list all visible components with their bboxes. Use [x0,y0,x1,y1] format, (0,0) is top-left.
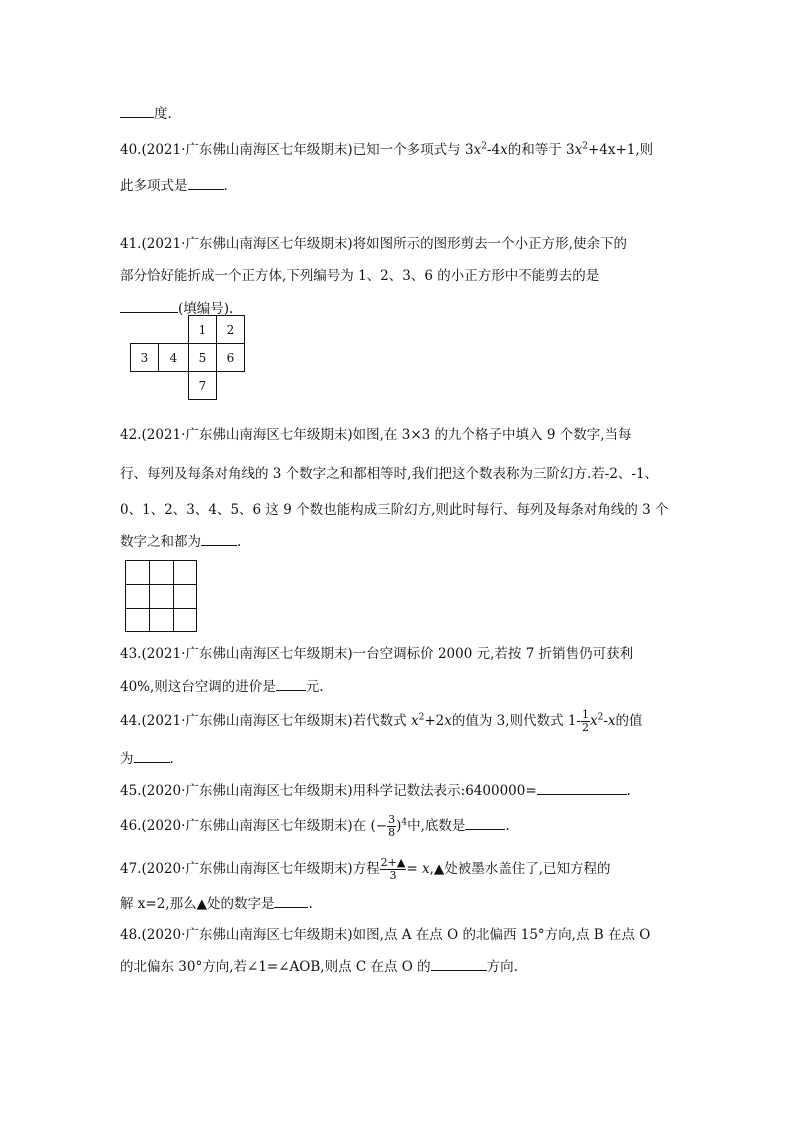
q42-text-1: 如图,在 3×3 的九个格子中填入 9 个数字,当每 [352,427,632,443]
q41-text-2: 部分恰好能折成一个正方体,下列编号为 1、2、3、6 的小正方形中不能剪去的是 [120,268,600,284]
q46-text-a: 在 [352,818,367,834]
q43-text-2b: 元. [305,679,324,695]
q40-source: (2021·广东佛山南海区七年级期末) [141,142,353,158]
q42-line-1 [120,427,632,443]
q48-number: 48. [120,927,142,943]
q43-line-1 [120,646,633,662]
q42-text-2: 行、每列及每条对角线的 3 个数字之和都相等时,我们把这个数表称为三阶幻方.若-2、-1、 [120,466,659,482]
q41-number: 41. [120,236,142,252]
q43-line-2 [120,678,324,695]
q44-line-1 [120,709,643,734]
grid-cell [149,608,174,632]
q41-line-2 [120,268,599,284]
answer-blank[interactable] [465,817,505,830]
q40-line-2 [120,177,228,194]
net-cell-4: 4 [158,343,189,372]
q46-expr: (− $\frac{3}{8}$ )$^4$ [370,813,408,839]
q46-line-1 [120,814,510,839]
q45-text: 用科学记数法表示:6400000= [352,783,537,799]
q44-number: 44. [120,713,142,729]
q46-end: . [505,818,510,834]
q42-end: . [237,534,242,550]
q44-source: (2021·广东佛山南海区七年级期末) [141,713,353,729]
q42-line-3 [120,502,669,518]
net-cell-7: 7 [188,371,217,400]
grid-cell [125,560,150,585]
q40-end: . [223,178,228,194]
q40-line2-text: 此多项式是 [120,178,188,194]
q39-tail-line [120,105,172,122]
q47-text-a: 方程 [352,861,380,877]
grid-cell [173,584,197,609]
grid-cell [125,584,150,609]
q47-number: 47. [120,861,142,877]
q44-text-c: 的值 [615,713,643,729]
q48-line-2 [120,958,518,975]
net-cell-2: 2 [216,315,245,344]
q48-text-1: 如图,点 A 在点 O 的北偏西 15°方向,点 B 在点 O [352,927,651,943]
q44-text-a: 若代数式 [352,713,407,729]
q42-text-4: 数字之和都为 [120,534,201,550]
q46-number: 46. [120,818,142,834]
grid-cell [173,560,197,585]
q40-text-c: ,则 [635,142,654,158]
answer-blank[interactable] [134,750,170,763]
answer-blank[interactable] [537,782,627,795]
q42-source: (2021·广东佛山南海区七年级期末) [141,427,353,443]
q48-line-1 [120,927,650,943]
q44-expr-1: $x^2+2x$ [410,712,452,729]
net-cell-6: 6 [216,343,245,372]
q41-text-1: 将如图所示的图形剪去一个小正方形,使余下的 [352,236,627,252]
q45-end: . [626,783,631,799]
q47-text-2a: 解 x=2,那么▲处的数字是 [120,896,275,912]
q42-line-2 [120,466,658,482]
q44-expr-2: $x^2-x$ [589,712,616,729]
grid-cell [125,608,150,632]
q47-line-2 [120,895,313,912]
net-cell-3: 3 [130,343,159,372]
net-cell-5: 5 [188,343,217,372]
answer-blank[interactable] [431,958,487,971]
q46-source: (2020·广东佛山南海区七年级期末) [141,818,353,834]
q42-line-4 [120,533,241,550]
answer-blank[interactable] [274,895,308,908]
net-cell-1: 1 [188,315,217,344]
q47-fraction: $\frac{2+▲}{3}$ [380,856,406,882]
answer-blank[interactable] [201,533,237,546]
q44-line2-text: 为 [120,751,134,767]
q44-line-2 [120,750,174,767]
q47-line-1 [120,857,611,882]
q46-text-b: 中,底数是 [407,818,466,834]
q44-fraction: $\frac{1}{2}$ [581,708,589,734]
q48-text-2a: 的北偏东 30°方向,若∠1=∠AOB,则点 C 在点 O 的 [120,959,431,975]
answer-blank[interactable] [120,300,178,313]
q43-text-2a: 40%,则这台空调的进价是 [120,679,276,695]
answer-blank[interactable] [188,177,224,190]
q43-number: 43. [120,646,142,662]
q48-source: (2020·广东佛山南海区七年级期末) [141,927,353,943]
q47-end: . [308,896,313,912]
q41-source: (2021·广东佛山南海区七年级期末) [141,236,353,252]
q40-text-a: 已知一个多项式与 [352,142,461,158]
q45-line-1 [120,782,631,799]
q40-line-1 [120,142,653,158]
q45-source: (2020·广东佛山南海区七年级期末) [141,783,353,799]
q39-tail: 度. [154,106,172,122]
q40-expr-2: $3x^2+4x+1$ [566,141,636,158]
q42-number: 42. [120,427,142,443]
answer-blank[interactable] [120,105,154,118]
q45-number: 45. [120,783,142,799]
q48-text-2b: 方向. [486,959,518,975]
q41-line-1 [120,236,627,252]
q43-source: (2021·广东佛山南海区七年级期末) [141,646,353,662]
q43-text-1: 一台空调标价 2000 元,若按 7 折销售仍可获利 [352,646,634,662]
q44-text-b: 的值为 3,则代数式 1- [451,713,581,729]
q47-source: (2020·广东佛山南海区七年级期末) [141,861,353,877]
q40-text-b: 的和等于 [507,142,562,158]
q40-expr-1: $3x^2-4x$ [464,141,508,158]
grid-cell [149,560,174,585]
grid-cell [173,608,197,632]
grid-cell [149,584,174,609]
q41-text-3: (填编号). [178,301,234,317]
q44-end: . [169,751,174,767]
q47-eq: = x [406,861,430,877]
q42-text-3: 0、1、2、3、4、5、6 这 9 个数也能构成三阶幻方,则此时每行、每列及每条对角线的 3 个 [120,502,669,518]
q47-text-b: ,▲处被墨水盖住了,已知方程的 [429,861,611,877]
q40-number: 40. [120,142,142,158]
magic-square-grid [125,560,197,632]
answer-blank[interactable] [276,678,306,691]
